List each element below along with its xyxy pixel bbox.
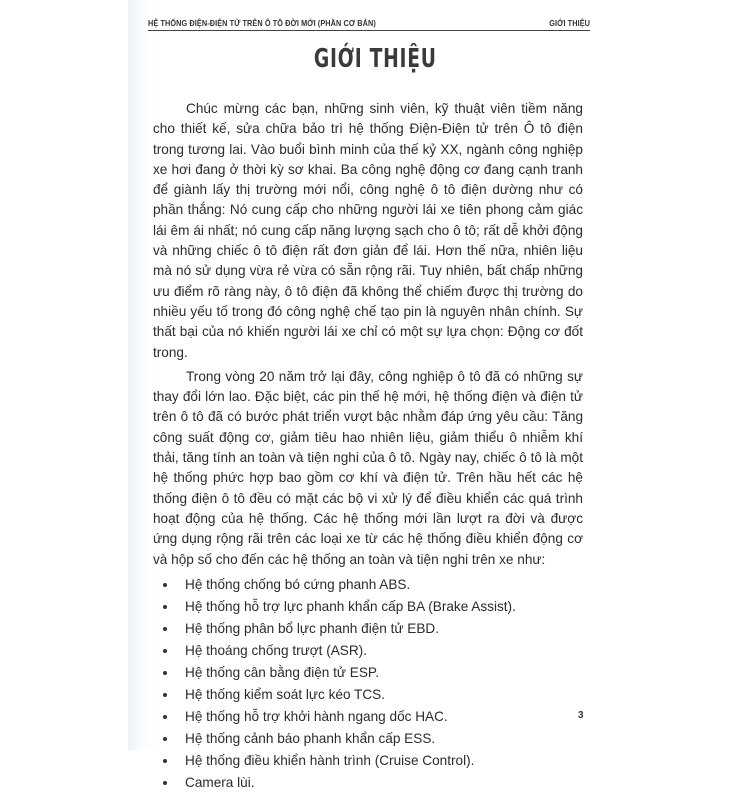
- paragraph-2: Trong vòng 20 năm trở lại đây, công nghiệp ô tô đã có những sự thay đổi lớn lao. Đặc biệt, các pin thế hệ mới, hệ thống điện và điện tử trên ô tô đã có bước phát triển vượt bậc nhằm đáp ứng yêu cầu: Tăng công suất động cơ, giảm tiêu hao nhiên liệu, giảm thiểu ô nhiễm khí thải, tăng tính an toàn và tiện nghi của ô tô. Ngày nay, chiếc ô tô là một hệ thống phức hợp bao gồm cơ khí và điện tử. Trên hầu hết các hệ thống điện ô tô đều có mặt các bộ vi xử lý để điều khiển các quá trình hoạt động của hệ thống. Các hệ thống mới lần lượt ra đời và được ứng dụng rộng rãi trên các loại xe từ các hệ thống điều khiển động cơ và hộp số cho đến các hệ thống an toàn và tiện nghi trên xe như:: [153, 368, 583, 567]
- chapter-title: [0, 44, 750, 74]
- bullet-icon: [163, 737, 167, 741]
- list-item: Camera lùi.: [153, 772, 583, 794]
- list-item: Hệ thống cân bằng điện tử ESP.: [153, 662, 583, 684]
- list-item: Hệ thống chống bó cứng phanh ABS.: [153, 574, 583, 596]
- paragraph-1: Chúc mừng các bạn, những sinh viên, kỹ thuật viên tiềm năng cho thiết kế, sửa chữa bảo trì hệ thống Điện-Điện tử trên Ô tô điện trong tương lai. Vào buổi bình minh của thế kỷ XX, ngành công nghiệp xe hơi đang ở thời kỳ sơ khai. Ba công nghệ động cơ đang cạnh tranh để giành lấy thị trường mới nổi, công nghệ ô tô điện dường như có phần thắng: Nó cung cấp cho những người lái xe tiên phong cảm giác lái êm ái nhất; nó cung cấp năng lượng sạch cho ô tô; rất dễ khởi động và những chiếc ô tô điện rất đơn giản để lái. Hơn thế nữa, nhiên liệu mà nó sử dụng vừa rẻ vừa có sẵn rộng rãi. Tuy nhiên, bất chấp những ưu điểm rõ ràng này, ô tô điện đã không thể chiếm được thị trường do nhiều yếu tố trong đó công nghệ chế tạo pin là nguyên nhân chính. Sự thất bại của nó khiến người lái xe chỉ có một sự lựa chọn: Động cơ đốt trong.: [153, 101, 583, 360]
- chapter-title-text: GIỚI THIỆU: [313, 44, 437, 74]
- running-header: [148, 12, 590, 31]
- bullet-icon: [163, 605, 167, 609]
- bullet-icon: [163, 715, 167, 719]
- list-item: Hệ thống kiểm soát lực kéo TCS.: [153, 684, 583, 706]
- list-item: Hệ thống cảnh báo phanh khẩn cấp ESS.: [153, 728, 583, 750]
- bullet-icon: [163, 759, 167, 763]
- page-body: [153, 99, 583, 794]
- list-item: Hệ thoáng chống trượt (ASR).: [153, 640, 583, 662]
- list-item: Hệ thống hỗ trợ khởi hành ngang dốc HAC.: [153, 706, 583, 728]
- header-section: GIỚI THIỆU: [549, 18, 591, 28]
- page-number: 3: [578, 710, 584, 721]
- bullet-icon: [163, 649, 167, 653]
- bullet-icon: [163, 781, 167, 785]
- list-item: Hệ thống hỗ trợ lực phanh khẩn cấp BA (Brake Assist).: [153, 596, 583, 618]
- header-book-title: HỆ THỐNG ĐIỆN-ĐIỆN TỬ TRÊN Ô TÔ ĐỜI MỚI (PHẦN CƠ BẢN): [148, 18, 376, 28]
- bullet-icon: [163, 693, 167, 697]
- bullet-icon: [163, 627, 167, 631]
- list-item: Hệ thống phân bổ lực phanh điện tử EBD.: [153, 618, 583, 640]
- feature-list: [153, 574, 583, 794]
- bullet-icon: [163, 583, 167, 587]
- list-item: Hệ thống điều khiển hành trình (Cruise Control).: [153, 750, 583, 772]
- bullet-icon: [163, 671, 167, 675]
